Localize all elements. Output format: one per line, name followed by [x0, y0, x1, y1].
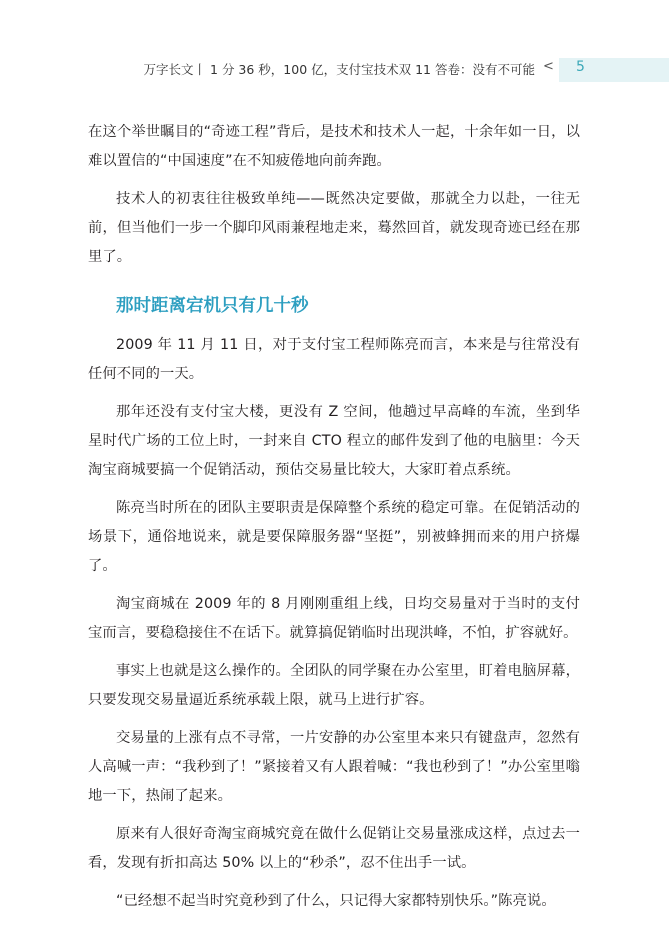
section-heading: 那时距离宕机只有几十秒 [116, 296, 309, 316]
body-paragraph: 那年还没有支付宝大楼，更没有 Z 空间，他趟过早高峰的车流，坐到华星时代广场的工位上时，一封来自 CTO 程立的邮件发到了他的电脑里：今天淘宝商城要搞一个促销活动，预估交易量比较大，大家盯着点系统。 [88, 404, 580, 478]
body-paragraph: 陈亮当时所在的团队主要职责是保障整个系统的稳定可靠。在促销活动的场景下，通俗地说来，就是要保障服务器“坚挺”，别被蜂拥而来的用户挤爆了。 [88, 500, 580, 574]
body-paragraph: 交易量的上涨有点不寻常，一片安静的办公室里本来只有键盘声，忽然有人高喊一声：“我秒到了！”紧接着又有人跟着喊：“我也秒到了！”办公室里嗡地一下，热闹了起来。 [88, 730, 580, 804]
intro-paragraph: 在这个举世瞩目的“奇迹工程”背后，是技术和技术人一起，十余年如一日，以难以置信的“中国速度”在不知疲倦地向前奔跑。 [88, 124, 580, 169]
page-header [0, 58, 669, 84]
running-title: 万字长文丨 1 分 36 秒，100 亿，支付宝技术双 11 答卷：没有不可能 [143, 62, 535, 77]
article-body [88, 118, 580, 925]
intro-paragraph: 技术人的初衷往往极致单纯——既然决定要做，那就全力以赴，一往无前，但当他们一步一个脚印风雨兼程地走来，蓦然回首，就发现奇迹已经在那里了。 [88, 191, 580, 265]
page-number-tab [559, 58, 669, 82]
page-number: 5 [576, 59, 585, 75]
body-paragraph: 事实上也就是这么操作的。全团队的同学聚在办公室里，盯着电脑屏幕，只要发现交易量逼近系统承载上限，就马上进行扩容。 [88, 663, 580, 708]
chevron-left-icon: < [543, 59, 554, 74]
body-paragraph: 2009 年 11 月 11 日，对于支付宝工程师陈亮而言，本来是与往常没有任何不同的一天。 [88, 337, 580, 382]
body-paragraph: 原来有人很好奇淘宝商城究竟在做什么促销让交易量涨成这样，点过去一看，发现有折扣高达 50% 以上的“秒杀”，忍不住出手一试。 [88, 826, 580, 871]
body-paragraph: 淘宝商城在 2009 年的 8 月刚刚重组上线，日均交易量对于当时的支付宝而言，要稳稳接住不在话下。就算搞促销临时出现洪峰，不怕，扩容就好。 [88, 596, 580, 641]
body-paragraph: “已经想不起当时究竟秒到了什么，只记得大家都特别快乐。”陈亮说。 [116, 893, 556, 909]
